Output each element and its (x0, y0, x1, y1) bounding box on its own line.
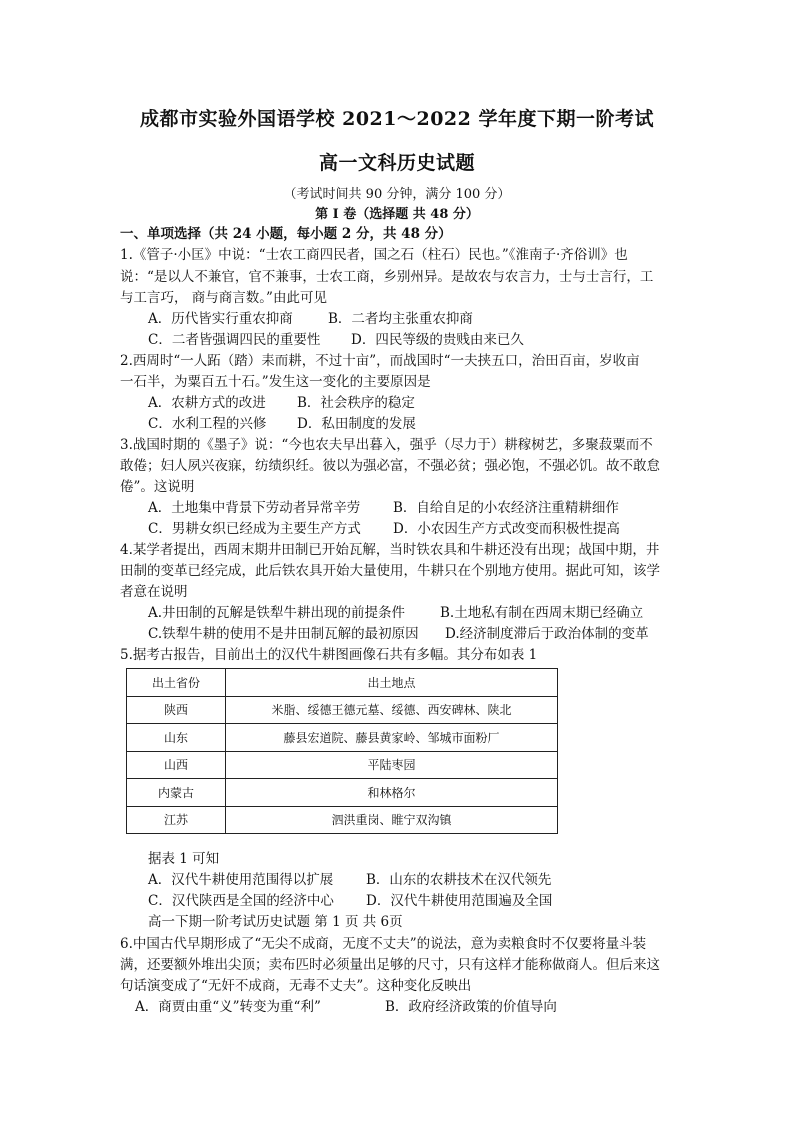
part-one-label: 第 Ⅰ 卷（选择题 共 48 分） (315, 207, 479, 222)
table-cell-province: 陕西 (127, 696, 226, 724)
q1-option-b: B．二者均主张重农抑商 (328, 311, 473, 327)
table-header-row (127, 669, 558, 697)
table-header: 出土地点 (226, 669, 558, 697)
q4-line-2: 田制的变革已经完成，此后铁农具开始大量使用，牛耕只在个别地方使用。据此可知，该学 (120, 563, 660, 579)
exam-time-note: （考试时间共 90 分钟，满分 100 分） (283, 187, 511, 202)
q3-option-a: A．土地集中背景下劳动者异常辛劳 (148, 500, 361, 516)
q3-line-1: 3.战国时期的《墨子》说：“今也农夫早出暮入，强乎（尽力于）耕稼树艺，多聚菽粟而不 (120, 437, 653, 453)
q4-line-1: 4.某学者提出，西周末期井田制已开始瓦解，当时铁农具和牛耕还没有出现；战国中期，井 (120, 542, 660, 558)
q6-line-1: 6.中国古代早期形成了“无尖不成商，无度不丈夫”的说法，意为卖粮食时不仅要将量斗装 (120, 936, 647, 952)
q2-line-2: 一石半，为粟百五十石。”发生这一变化的主要原因是 (120, 374, 431, 390)
table-cell-location: 平陆枣园 (226, 751, 558, 779)
page-footer: 高一下期一阶考试历史试题 第 1 页 共 6页 (148, 914, 403, 930)
q1-option-d: D．四民等级的贵贱由来已久 (351, 332, 524, 348)
table-row (127, 751, 558, 779)
q4-option-c: C.铁犁牛耕的使用不是井田制瓦解的最初原因 (148, 626, 419, 642)
q4-line-3: 者意在说明 (120, 584, 188, 600)
q1-line-1: 1.《管子·小匡》中说：“士农工商四民者，国之石（柱石）民也。”《淮南子·齐俗训》也 (120, 247, 628, 263)
table-row (127, 779, 558, 807)
q4-option-d: D.经济制度滞后于政治体制的变革 (445, 626, 649, 642)
q6-option-a: A．商贾由重“义”转变为重“利” (135, 999, 321, 1015)
q5-intro: 5.据考古报告，目前出土的汉代牛耕图画像石共有多幅。其分布如表 1 (120, 647, 538, 663)
table-row (127, 696, 558, 724)
table-cell-province: 山西 (127, 751, 226, 779)
q2-option-c: C．水利工程的兴修 (148, 416, 267, 432)
q5-option-b: B．山东的农耕技术在汉代领先 (366, 872, 552, 888)
table-row (127, 724, 558, 752)
q5-stem: 据表 1 可知 (148, 851, 220, 867)
q5-option-d: D．汉代牛耕使用范围遍及全国 (366, 893, 553, 909)
table-cell-location: 泗洪重岗、睢宁双沟镇 (226, 806, 558, 834)
q5-option-c: C．汉代陕西是全国的经济中心 (148, 893, 334, 909)
q1-option-c: C．二者皆强调四民的重要性 (148, 332, 321, 348)
q2-line-1: 2.西周时“一人跖（踏）耒而耕，不过十亩”，而战国时“一夫挟五口，治田百亩，岁收亩 (120, 353, 640, 369)
q6-line-3: 句话演变成了“无奸不成商，无毒不丈夫”。这种变化反映出 (120, 978, 472, 994)
table-row (127, 806, 558, 834)
exam-title: 成都市实验外国语学校 2021～2022 学年度下期一阶考试 (140, 108, 654, 130)
q2-option-a: A．农耕方式的改进 (148, 395, 266, 411)
table-cell-province: 内蒙古 (127, 779, 226, 807)
q3-line-3: 倦”。这说明 (120, 479, 195, 495)
table-header: 出土省份 (127, 669, 226, 697)
exam-subject-title: 高一文科历史试题 (318, 152, 475, 174)
q2-option-d: D．私田制度的发展 (297, 416, 416, 432)
q4-option-b: B.土地私有制在西周末期已经确立 (440, 605, 644, 621)
table-cell-location: 米脂、绥德王德元墓、绥德、西安碑林、陕北 (226, 696, 558, 724)
q3-line-2: 敢倦；妇人夙兴夜寐，纺绩织纴。彼以为强必富，不强必贫；强必饱，不强必饥。故不敢怠 (120, 458, 660, 474)
table-cell-location: 和林格尔 (226, 779, 558, 807)
table-cell-location: 藤县宏道院、藤县黄家岭、邹城市面粉厂 (226, 724, 558, 752)
table-cell-province: 江苏 (127, 806, 226, 834)
q2-option-b: B．社会秩序的稳定 (297, 395, 415, 411)
q1-line-3: 与工言巧， 商与商言数。”由此可见 (120, 290, 327, 306)
q5-option-a: A．汉代牛耕使用范围得以扩展 (148, 872, 334, 888)
section-heading: 一、单项选择（共 24 小题，每小题 2 分，共 48 分） (120, 226, 452, 242)
q6-line-2: 满，还要额外堆出尖顶；卖布匹时必须量出足够的尺寸，只有这样才能称做商人。但后来这 (120, 957, 660, 973)
q4-option-a: A.井田制的瓦解是铁犁牛耕出现的前提条件 (148, 605, 406, 621)
table-cell-province: 山东 (127, 724, 226, 752)
q3-option-c: C．男耕女织已经成为主要生产方式 (148, 521, 361, 537)
distribution-table (126, 668, 558, 834)
q6-option-b: B．政府经济政策的价值导向 (385, 999, 557, 1015)
q1-option-a: A．历代皆实行重农抑商 (148, 311, 293, 327)
q3-option-d: D．小农因生产方式改变而积极性提高 (393, 521, 620, 537)
q3-option-b: B．自给自足的小农经济注重精耕细作 (393, 500, 619, 516)
q1-line-2: 说：“是以人不兼官，官不兼事，士农工商，乡别州异。是故农与农言力，士与士言行，工 (120, 269, 654, 285)
